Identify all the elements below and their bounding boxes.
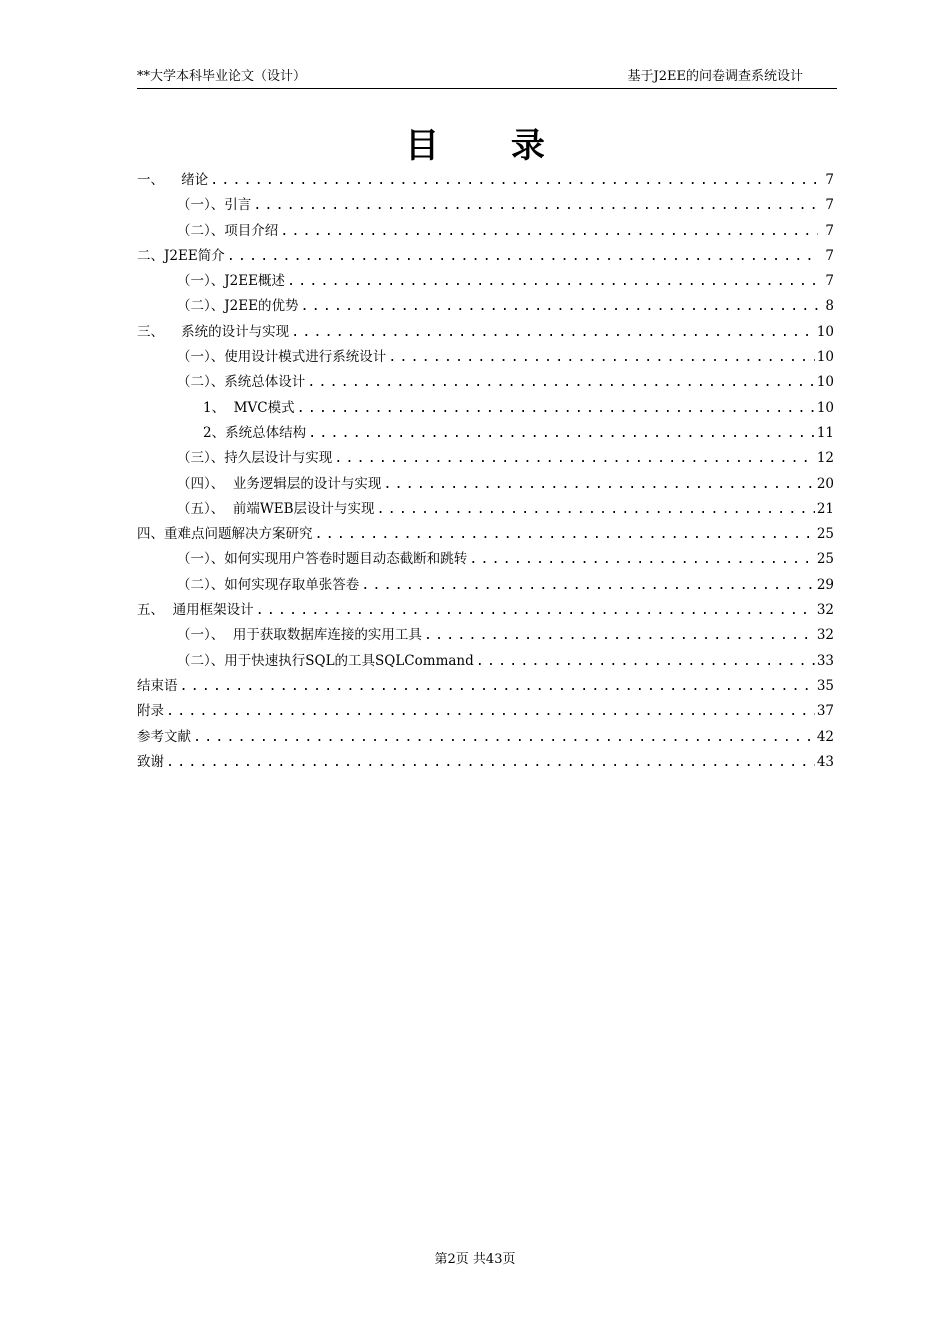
toc-entry-label: 结束语 xyxy=(137,677,178,694)
toc-entry-label: 四、重难点问题解决方案研究 xyxy=(137,526,313,543)
toc-leader-dots xyxy=(334,450,815,466)
toc-entry-label: （一）、J2EE概述 xyxy=(177,273,285,290)
toc-entry-label: （二）、系统总体设计 xyxy=(177,374,306,391)
toc-entry-label: 1、 MVC模式 xyxy=(203,399,295,416)
page-header xyxy=(137,66,837,89)
toc-entry[interactable] xyxy=(137,497,837,522)
toc-entry-label: 参考文献 xyxy=(137,728,191,745)
toc-leader-dots xyxy=(388,349,815,365)
toc-entry-label: 致谢 xyxy=(137,753,164,770)
toc-entry-page: 12 xyxy=(816,450,834,467)
toc-entry-page: 10 xyxy=(816,374,834,391)
toc-entry-page: 37 xyxy=(816,703,834,720)
toc-entry-label: （三）、持久层设计与实现 xyxy=(177,450,333,467)
toc-leader-dots xyxy=(280,223,818,239)
table-of-contents xyxy=(137,168,837,775)
toc-leader-dots xyxy=(376,501,814,517)
toc-leader-dots xyxy=(253,197,818,213)
toc-entry[interactable] xyxy=(137,396,837,421)
toc-entry[interactable] xyxy=(137,320,837,345)
toc-entry-label: 二、J2EE简介 xyxy=(137,247,225,264)
header-right-text: 基于J2EE的问卷调查系统设计 xyxy=(627,69,803,84)
toc-entry-label: （二）、项目介绍 xyxy=(177,222,279,239)
toc-entry-page: 7 xyxy=(825,172,834,188)
toc-leader-dots xyxy=(227,248,818,264)
toc-entry-page: 42 xyxy=(816,728,834,745)
toc-entry-label: （四）、 业务逻辑层的设计与实现 xyxy=(177,475,382,492)
toc-leader-dots xyxy=(291,324,815,340)
toc-entry-label: （一）、 用于获取数据库连接的实用工具 xyxy=(177,627,422,644)
toc-entry-label: 五、 通用框架设计 xyxy=(137,602,254,619)
toc-entry-page: 7 xyxy=(825,247,834,264)
toc-entry-label: 三、 系统的设计与实现 xyxy=(137,323,290,340)
toc-entry-label: （一）、使用设计模式进行系统设计 xyxy=(177,349,387,366)
toc-entry[interactable] xyxy=(137,168,837,193)
toc-entry-page: 33 xyxy=(816,652,834,669)
toc-leader-dots xyxy=(297,400,815,416)
toc-leader-dots xyxy=(469,551,815,567)
toc-entry[interactable] xyxy=(137,725,837,750)
toc-entry-page: 8 xyxy=(825,298,834,315)
toc-entry-page: 29 xyxy=(816,576,834,593)
toc-leader-dots xyxy=(166,703,815,719)
toc-entry[interactable] xyxy=(137,699,837,724)
toc-entry[interactable] xyxy=(137,750,837,775)
toc-entry[interactable] xyxy=(137,370,837,395)
toc-leader-dots xyxy=(193,729,815,745)
toc-entry-page: 25 xyxy=(816,526,834,543)
toc-leader-dots xyxy=(307,374,815,390)
toc-entry-page: 10 xyxy=(816,349,834,366)
toc-entry-page: 7 xyxy=(825,222,834,239)
header-left-text: **大学本科毕业论文（设计） xyxy=(137,69,307,84)
toc-entry[interactable] xyxy=(137,674,837,699)
toc-entry[interactable] xyxy=(137,345,837,370)
toc-entry[interactable] xyxy=(137,547,837,572)
toc-entry-page: 43 xyxy=(816,753,834,770)
toc-entry-label: （五）、 前端WEB层设计与实现 xyxy=(177,500,375,517)
toc-entry-label: （二）、J2EE的优势 xyxy=(177,298,299,315)
toc-entry-page: 10 xyxy=(816,399,834,416)
toc-leader-dots xyxy=(361,577,815,593)
toc-entry[interactable] xyxy=(137,649,837,674)
toc-leader-dots xyxy=(476,653,815,669)
toc-leader-dots xyxy=(256,602,815,618)
toc-entry[interactable] xyxy=(137,472,837,497)
toc-leader-dots xyxy=(180,678,815,694)
toc-leader-dots xyxy=(308,425,815,441)
toc-entry-page: 10 xyxy=(816,323,834,340)
toc-entry[interactable] xyxy=(137,446,837,471)
toc-entry-page: 21 xyxy=(816,500,834,517)
toc-leader-dots xyxy=(166,754,815,770)
toc-leader-dots xyxy=(315,526,815,542)
toc-leader-dots xyxy=(300,298,818,314)
toc-entry-page: 7 xyxy=(825,273,834,290)
toc-title: 目 录 xyxy=(405,126,575,166)
toc-entry-page: 32 xyxy=(816,602,834,619)
toc-entry-label: 一、 绪论 xyxy=(137,172,209,188)
toc-entry-page: 11 xyxy=(816,424,834,441)
toc-entry-page: 35 xyxy=(816,677,834,694)
toc-entry-label: （一）、如何实现用户答卷时题目动态截断和跳转 xyxy=(177,551,468,568)
toc-entry[interactable] xyxy=(137,269,837,294)
toc-entry-page: 32 xyxy=(816,627,834,644)
toc-leader-dots xyxy=(210,172,818,188)
toc-leader-dots xyxy=(424,627,815,643)
toc-entry-page: 7 xyxy=(825,197,834,214)
toc-entry-label: 附录 xyxy=(137,703,164,720)
toc-entry[interactable] xyxy=(137,219,837,244)
toc-entry[interactable] xyxy=(137,598,837,623)
toc-entry[interactable] xyxy=(137,522,837,547)
toc-entry[interactable] xyxy=(137,193,837,218)
toc-entry[interactable] xyxy=(137,244,837,269)
toc-entry[interactable] xyxy=(137,421,837,446)
toc-entry[interactable] xyxy=(137,573,837,598)
toc-entry-label: （一）、引言 xyxy=(177,197,252,214)
toc-entry-page: 20 xyxy=(816,475,834,492)
toc-entry-label: 2、系统总体结构 xyxy=(203,424,307,441)
toc-entry-page: 25 xyxy=(816,551,834,568)
page-footer: 第2页 共43页 xyxy=(434,1252,516,1267)
toc-leader-dots xyxy=(287,273,818,289)
toc-entry[interactable] xyxy=(137,294,837,319)
toc-entry-label: （二）、用于快速执行SQL的工具SQLCommand xyxy=(177,652,474,669)
toc-entry[interactable] xyxy=(137,623,837,648)
toc-leader-dots xyxy=(383,476,814,492)
toc-entry-label: （二）、如何实现存取单张答卷 xyxy=(177,576,360,593)
